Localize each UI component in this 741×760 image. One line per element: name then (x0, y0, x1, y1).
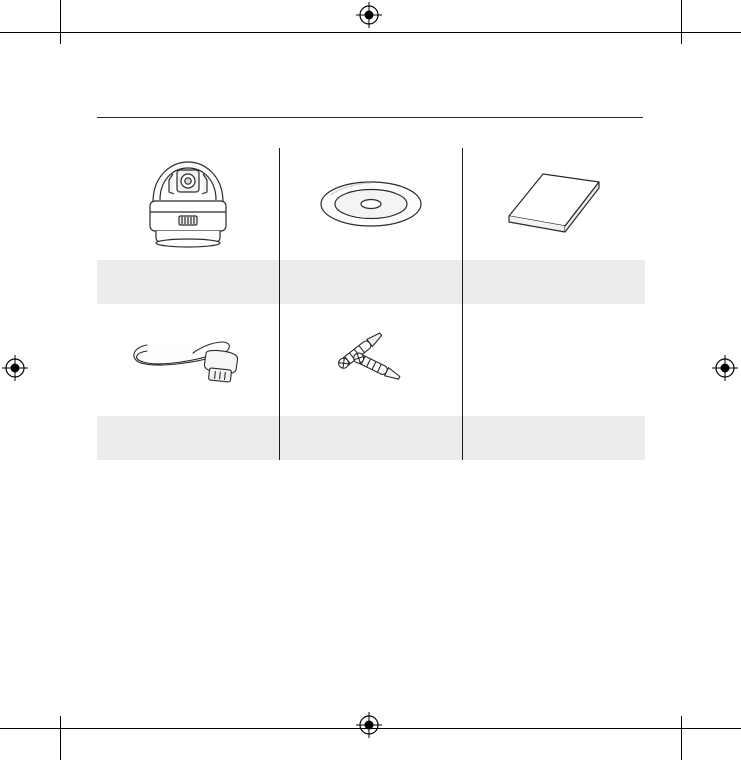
caption-software-disc (280, 260, 463, 304)
crop-mark-top-right (681, 0, 682, 44)
crop-mark-bottom-right (681, 716, 682, 760)
caption-power-cable (97, 416, 280, 460)
caption-empty (463, 416, 646, 460)
manual-booklet-icon (463, 148, 645, 260)
cell-software-disc (280, 148, 463, 260)
caption-manual-booklet (463, 260, 646, 304)
cell-power-cable (97, 304, 280, 416)
table-row (97, 260, 645, 304)
registration-target-left-icon (2, 355, 28, 381)
caption-dome-camera (97, 260, 280, 304)
empty-figure (463, 304, 645, 416)
crop-mark-bottom-left (60, 716, 61, 760)
cell-dome-camera (97, 148, 280, 260)
table-row (97, 148, 645, 260)
caption-mounting-screws (280, 416, 463, 460)
registration-target-top-icon (356, 2, 382, 28)
software-disc-icon (280, 148, 462, 260)
cell-empty (463, 304, 646, 416)
table-row (97, 416, 645, 460)
crop-mark-top-left (60, 0, 61, 44)
header-divider (97, 117, 643, 118)
cell-mounting-screws (280, 304, 463, 416)
registration-target-right-icon (712, 355, 738, 381)
crop-mark-top-rule (0, 32, 741, 33)
cell-manual-booklet (463, 148, 646, 260)
package-contents-table (97, 148, 645, 460)
table-row (97, 304, 645, 416)
power-cable-icon (97, 304, 279, 416)
mounting-screws-icon (280, 304, 462, 416)
registration-target-bottom-icon (356, 712, 382, 738)
dome-camera-icon (97, 148, 279, 260)
